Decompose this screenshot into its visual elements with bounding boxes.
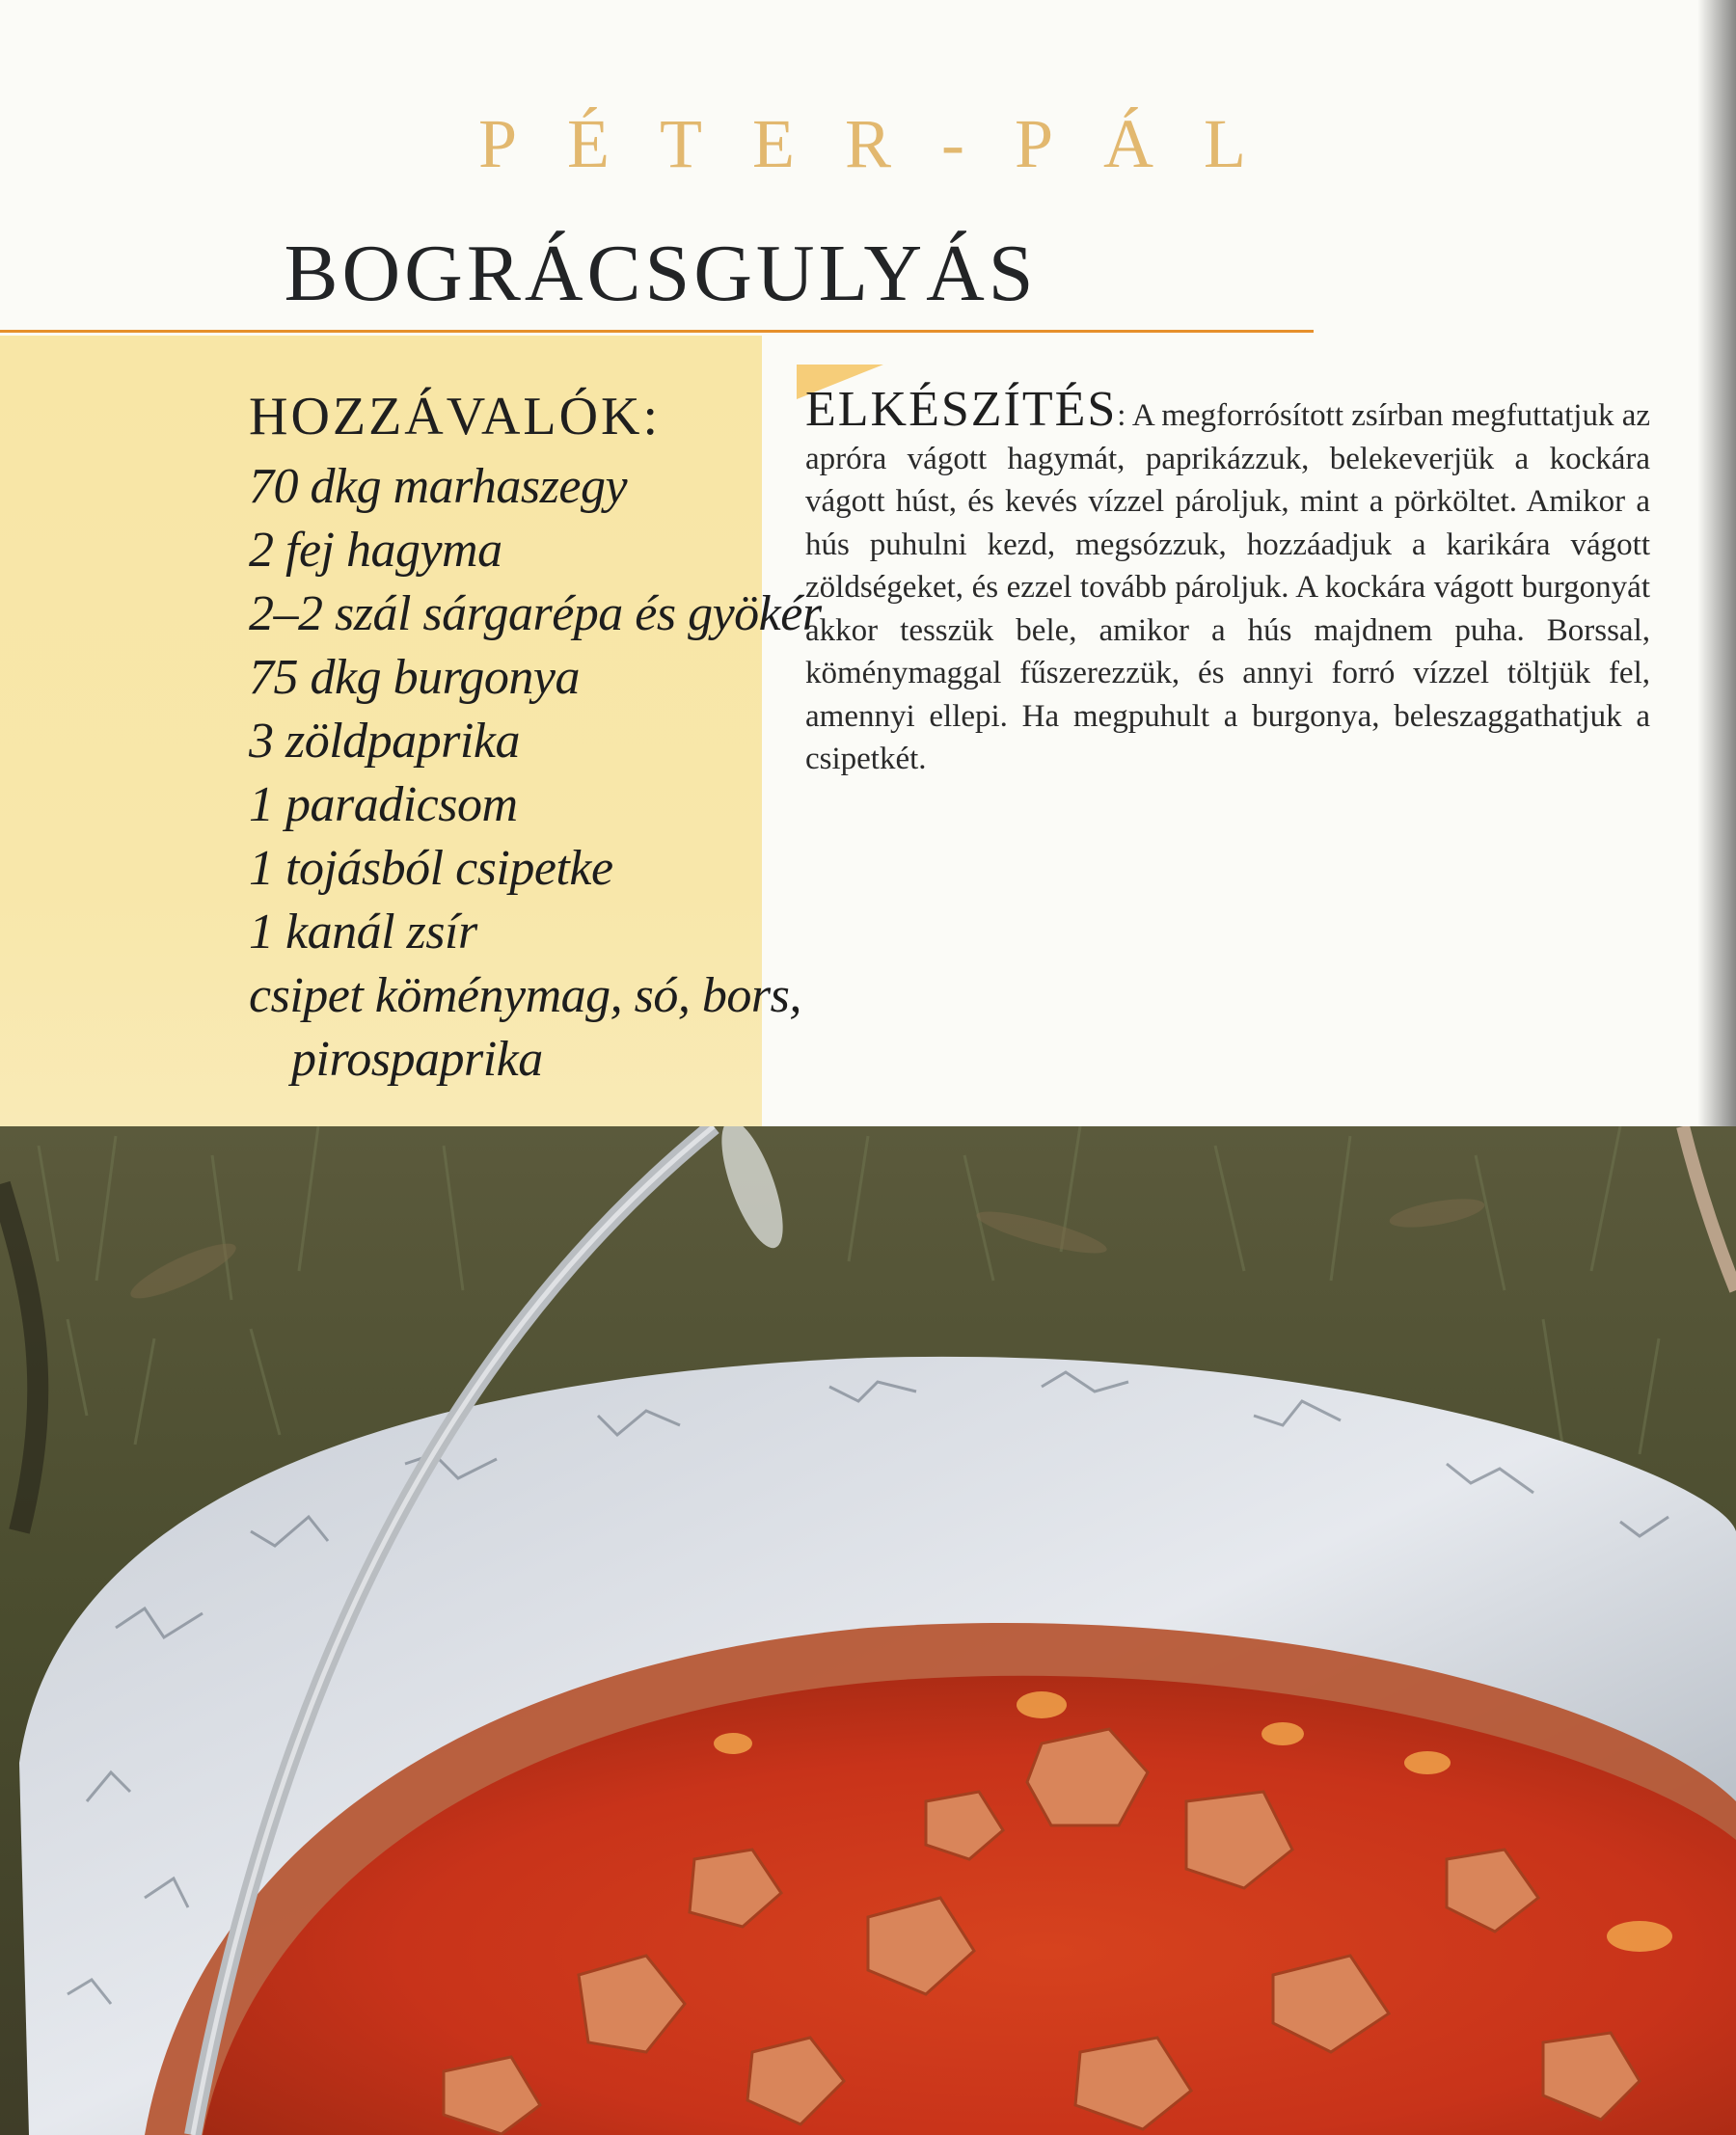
ingredient-item: pirospaprika [291,1032,543,1087]
ingredients-list [249,455,822,1092]
preparation-separator: : [1117,398,1126,433]
ingredient-item: 1 paradicsom [249,777,518,832]
section-title: PÉTER-PÁL [477,105,1296,182]
recipe-title: BOGRÁCSGULYÁS [284,229,1038,318]
ingredient-item: 3 zöldpaprika [249,714,520,769]
ingredient-item: 2 fej hagyma [249,523,502,578]
preparation-heading: ELKÉSZÍTÉS [805,382,1118,437]
stew-illustration [0,1126,1736,2135]
ingredient-item: 1 kanál zsír [249,905,477,959]
preparation-paragraph [805,382,1650,781]
title-rule [0,330,1314,333]
ingredient-item: 70 dkg marhaszegy [249,459,628,514]
ingredient-item: csipet köménymag, só, bors, [249,968,801,1023]
ingredients-heading: HOZZÁVALÓK: [249,387,662,446]
ingredient-item: 75 dkg burgonya [249,650,580,705]
preparation-text: A megforrósított zsírban megfuttatjuk az apróra vágott hagymát, paprikázzuk, belekeverjük a kockára vágott húst, és kevés vízzel pároljuk, mint a pörköltet. Amikor a hús puhulni kezd, megsózzuk, hozzáadjuk a karikára vágott zöldségeket, és ezzel tovább pároljuk. A kockára vágott burgonyát akkor tesszük bele, amikor a hús majdnem puha. Borssal, köménymaggal fűszerezzük, és annyi forró vízzel töltjük fel, amennyi ellepi. Ha megpuhult a burgonya, beleszaggathatjuk a csipetkét. [805,398,1650,776]
bogracs-stew-photo [0,1126,1736,2135]
ingredient-item: 1 tojásból csipetke [249,841,613,896]
ingredient-item: 2–2 szál sárgarépa és gyökér [249,586,822,641]
binding-shadow [1697,0,1736,1128]
